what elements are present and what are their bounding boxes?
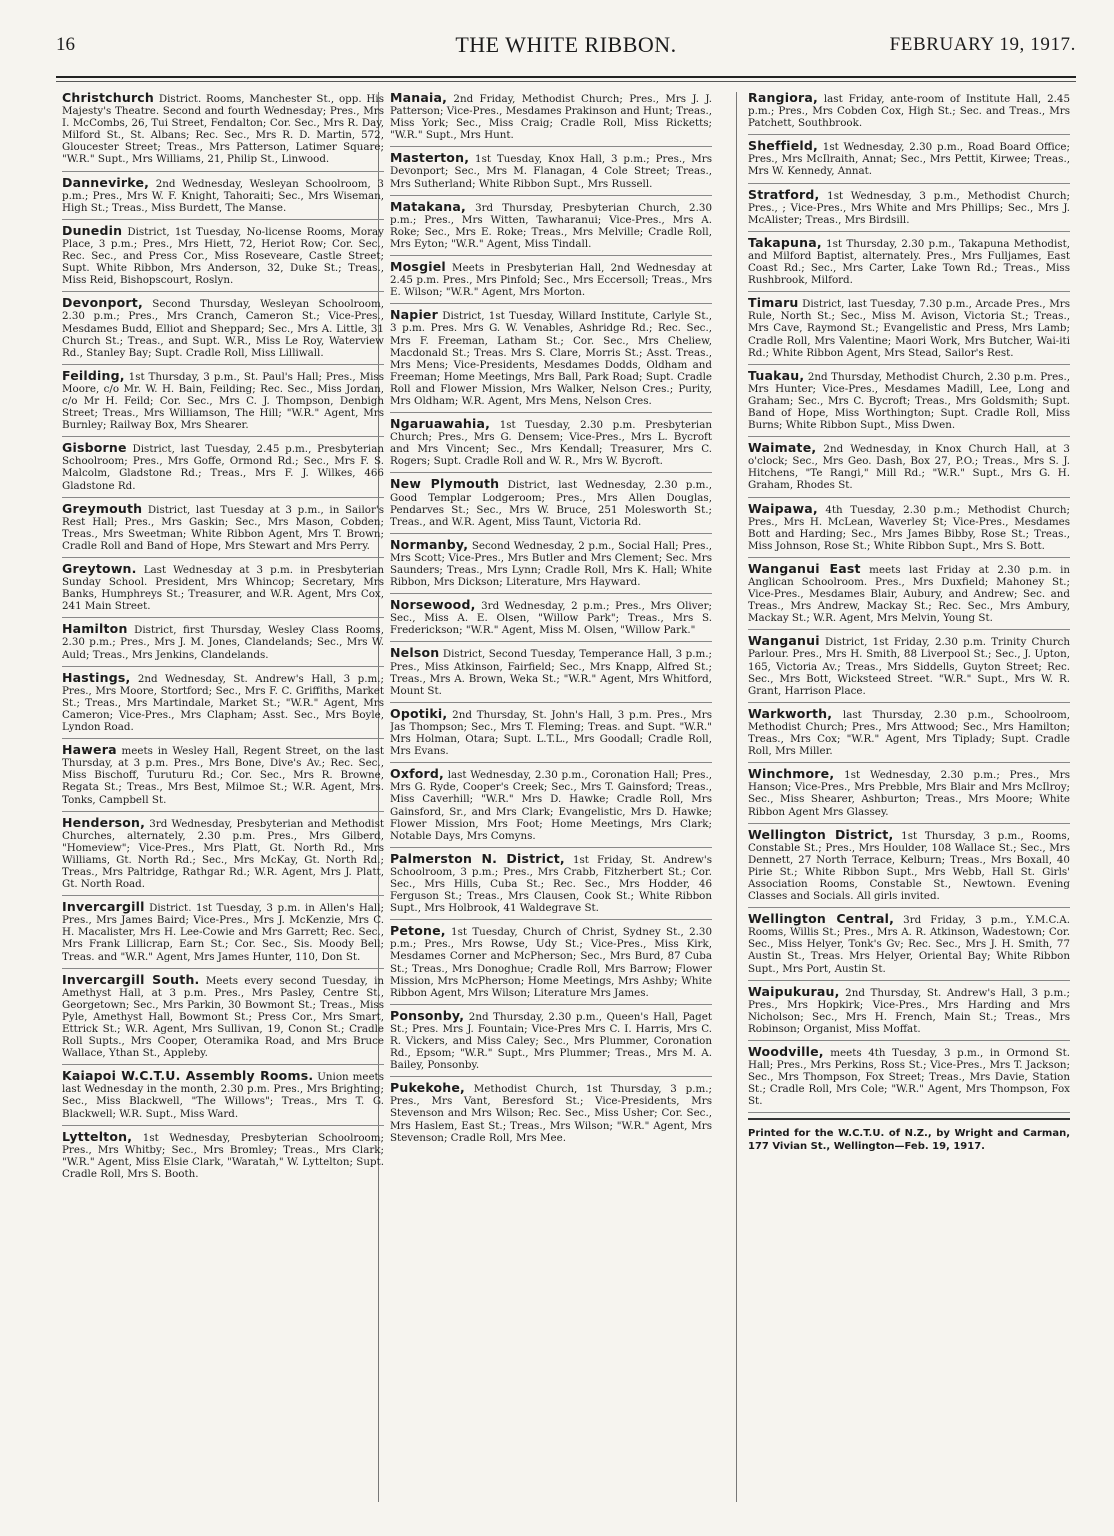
branch-details: District, last Tuesday, 7.30 p.m., Arcade Pres., Mrs Rule, North St.; Sec., Miss M. Avison, Victoria St.; Treas., Mrs Cave, Raymond St.; Evangelistic and Press, Mrs Lamb; Cradle Roll, Mrs Valentine; Maori Work, Mrs Butcher, Wai-iti Rd.; White Ribbon Agent, Mrs Stead, Sailor's Rest. <box>748 298 1070 359</box>
branch-name: Feilding, <box>62 367 125 383</box>
branch-details: 4th Tuesday, 2.30 p.m.; Methodist Church; Pres., Mrs H. McLean, Waverley St; Vice-Pres., Mesdames Bott and Harding; Sec., Mrs James Bibby, Rose St.; Treas., Miss Johnson, Rose St.; White Ribbon Supt., Mrs S. Bott. <box>748 503 1070 552</box>
branch-entry <box>62 563 384 618</box>
branch-details: 1st Thursday, 2.30 p.m., Takapuna Methodist, and Milford Baptist, alternately. Pres., Mrs Fulljames, East Coast Rd.; Sec., Mrs Carter, Lake Town Rd.; Treas., Miss Rushbrook, Milford. <box>748 237 1070 287</box>
branch-name: Mosgiel <box>390 259 446 275</box>
branch-details: District, last Tuesday at 3 p.m., in Sailor's Rest Hall; Pres., Mrs Gaskin; Sec., Mrs Mason, Cobden; Treas., Mrs Sweetman; White Ribbon Agent, Mrs T. Brown; Cradle Roll and Band of Hope, Mrs Stewart and Mrs Perry. <box>62 503 384 552</box>
branch-entry <box>62 971 384 1066</box>
branch-details: 2nd Wednesday, Wesleyan Schoolroom, 3 p.m.; Pres., Mrs W. F. Knight, Tahoraiti; Sec., Mrs Wiseman, High St.; Treas., Miss Burdett, The Manse. <box>62 177 384 214</box>
branch-entry <box>748 140 1070 183</box>
branch-details: meets 4th Tuesday, 3 p.m., in Ormond St. Hall; Pres., Mrs Perkins, Ross St.; Vice-Pres., Mrs T. Jackson; Sec., Mrs Thompson, Fox Street; Treas., Mrs Davie, Station St.; Cradle Roll, Mrs Cole; "W.R." Agent, Mrs Thompson, Fox St. <box>748 1047 1070 1108</box>
branch-entry <box>62 92 384 172</box>
branch-details: 2nd Thursday, 2.30 p.m., Queen's Hall, Paget St.; Pres. Mrs J. Fountain; Vice-Pres Mrs C. I. Harris, Mrs C. R. Vickers, and Miss Caley; Sec., Mrs Plummer, Coronation Rd., Epsom; "W.R." Supt., Mrs Plummer; Treas., Mrs M. A. Bailey, Ponsonby. <box>390 1010 712 1072</box>
branch-name: Wellington District, <box>748 826 894 842</box>
branch-name: Napier <box>390 307 438 323</box>
branch-name: Sheffield, <box>748 138 818 154</box>
branch-name: Opotiki, <box>390 705 448 721</box>
branch-entry <box>390 647 712 702</box>
branch-entry <box>748 826 1070 909</box>
branch-details: 1st Wednesday, 3 p.m., Methodist Church; Pres., ; Vice-Pres., Mrs White and Mrs Phillips; Sec., Mrs J. McAlister; Treas., Mrs Birdsill. <box>748 189 1070 226</box>
branch-entry <box>748 705 1070 763</box>
branch-entry <box>62 1070 384 1125</box>
branch-entry <box>62 744 384 811</box>
branch-name: Timaru <box>748 295 799 311</box>
branch-details: 3rd Friday, 3 p.m., Y.M.C.A. Rooms, Willis St.; Pres., Mrs A. R. Atkinson, Wadestown; Cor. Sec., Miss Helyer, Tonk's Gv; Rec. Sec., Mrs J. H. Smith, 77 Austin St., Treas. Mrs Helyer, Oriental Bay; White Ribbon Supt., Mrs Port, Austin St. <box>748 914 1070 975</box>
branch-name: Ngaruawahia, <box>390 416 491 432</box>
page-header <box>56 30 1076 70</box>
branch-details: 1st Tuesday, 2.30 p.m. Presbyterian Church; Pres., Mrs G. Densem; Vice-Pres., Mrs L. Bycroft and Mrs Vincent; Sec., Mrs Kendall; Treasurer, Mrs C. Rogers; Supt. Cradle Roll and W. R., Mrs W. Bycroft. <box>390 419 712 468</box>
branch-name: Kaiapoi W.C.T.U. Assembly Rooms. <box>62 1068 314 1084</box>
branch-name: Lyttelton, <box>62 1128 133 1144</box>
column-1 <box>62 92 384 1524</box>
branch-name: Nelson <box>390 645 440 661</box>
branch-details: District, Second Tuesday, Temperance Hall, 3 p.m.; Pres., Miss Atkinson, Fairfield; Sec., Mrs Knapp, Alfred St.; Treas., Mrs A. Brown, Weka St.; "W.R." Agent, Mrs Whitford, Mount St. <box>390 648 712 697</box>
branch-entry <box>748 442 1070 497</box>
branch-name: Takapuna, <box>748 234 822 250</box>
branch-entry <box>62 442 384 497</box>
branch-entry <box>390 925 712 1005</box>
branch-name: Tuakau, <box>748 367 805 383</box>
branch-entry <box>748 234 1070 292</box>
branch-name: Pukekohe, <box>390 1080 466 1096</box>
branch-name: Wellington Central, <box>748 911 895 927</box>
branch-name: Oxford, <box>390 766 444 782</box>
branch-details: 3rd Wednesday, 2 p.m.; Pres., Mrs Oliver; Sec., Miss A. E. Olsen, "Willow Park"; Treas., Mrs S. Frederickson; "W.R." Agent, Miss M. Olsen, "Willow Park." <box>390 600 712 637</box>
branch-name: Woodville, <box>748 1044 824 1059</box>
branch-name: Warkworth, <box>748 705 833 721</box>
branch-name: Hamilton <box>62 621 128 637</box>
branch-name: Devonport, <box>62 295 143 311</box>
branch-name: Hastings, <box>62 669 131 685</box>
branch-name: Masterton, <box>390 150 470 166</box>
branch-details: meets in Wesley Hall, Regent Street, on the last Thursday, at 3 p.m. Pres., Mrs Bone, Dive's Av.; Rec. Sec., Miss Bischoff, Turuturu Rd.; Cor. Sec., Mrs R. Browne, Regata St.; Treas., Mrs Best, Milmoe St.; W.R. Agent, Mrs. Tonks, Campbell St. <box>62 745 384 806</box>
branch-details: Meets every second Tuesday, in Amethyst Hall, at 3 p.m. Pres., Mrs Pasley, Centre St., Georgetown; Sec., Mrs Parkin, 30 Bowmont St.; Treas., Miss Pyle, Amethyst Hall, Bowmont St.; Press Cor., Mrs Smart, Ettrick St.; W.R. Agent, Mrs Sullivan, 19, Conon St.; Cradle Roll Supts., Mrs Cooper, Oteramika Road, and Mrs Bruce Wallace, Ythan St., Appleby. <box>62 974 384 1060</box>
branch-details: 1st Friday, St. Andrew's Schoolroom, 3 p.m.; Pres., Mrs Crabb, Fitzherbert St.; Cor. Sec., Mrs Hills, Cuba St.; Rec. Sec., Mrs Hodder, 46 Ferguson St.; Treas., Mrs Clausen, Cook St.; White Ribbon Supt., Mrs Holbrook, 41 Waldegrave St. <box>390 853 712 915</box>
branch-entry <box>62 500 384 558</box>
branch-entry <box>748 500 1070 558</box>
branch-name: Rangiora, <box>748 92 818 105</box>
printer-imprint: Printed for the W.C.T.U. of N.Z., by Wright and Carman, 177 Vivian St., Wellington—Feb. 19, 1917. <box>748 1118 1070 1153</box>
branch-name: Dunedin <box>62 222 123 238</box>
branch-name: Wanganui <box>748 633 820 649</box>
branch-name: Waimate, <box>748 440 817 456</box>
branch-entry <box>390 536 712 594</box>
column-3 <box>748 92 1070 1524</box>
branch-details: 1st Tuesday, Knox Hall, 3 p.m.; Pres., Mrs Devonport; Sec., Mrs M. Flanagan, 4 Cole Street; Treas., Mrs Sutherland; White Ribbon Supt., Mrs Russell. <box>390 153 712 190</box>
branch-entry <box>390 599 712 642</box>
branch-details: 2nd Thursday, St. John's Hall, 3 p.m. Pres., Mrs Jas Thompson; Sec., Mrs T. Fleming; Treas. and Supt. "W.R." Mrs Holman, Otara; Supt. L.T.L., Mrs Goodall; Cradle Roll, Mrs Evans. <box>390 708 712 758</box>
branch-name: Hawera <box>62 742 117 758</box>
branch-entry <box>62 623 384 666</box>
branch-details: 2nd Wednesday, St. Andrew's Hall, 3 p.m.; Pres., Mrs Moore, Stortford; Sec., Mrs F. C. Griffiths, Market St.; Treas., Mrs Martindale, Market St.; "W.R." Agent, Mrs Cameron; Vice-Pres., Mrs Clapham; Asst. Sec., Mrs Boyle, Lyndon Road. <box>62 672 384 734</box>
branch-name: New Plymouth <box>390 476 500 492</box>
branch-entry <box>62 901 384 968</box>
branch-details: Methodist Church, 1st Thursday, 3 p.m.; Pres., Mrs Vant, Beresford St.; Vice-Presidents, Mrs Stevenson and Mrs Wilson; Rec. Sec., Miss Usher; Cor. Sec., Mrs Haslem, East St.; Treas., Mrs Wilson; "W.R." Agent, Mrs Stevenson; Cradle Roll, Mrs Mee. <box>390 1083 712 1144</box>
issue-date: FEBRUARY 19, 1917. <box>889 34 1076 55</box>
branch-details: District, last Tuesday, 2.45 p.m., Presbyterian Schoolroom; Pres., Mrs Goffe, Ormond Rd.; Sec., Mrs F. S. Malcolm, Gladstone Rd.; Treas., Mrs F. J. Wilkes, 466 Gladstone Rd. <box>62 443 384 492</box>
branch-name: Invercargill <box>62 899 145 915</box>
branch-details: 2nd Wednesday, in Knox Church Hall, at 3 o'clock; Sec., Mrs Geo. Dash, Box 27, P.O.; Treas., Mrs S. J. Hitchens, "Te Rangi," Mill Rd.; "W.R." Supt., Mrs G. H. Graham, Rhodes St. <box>748 443 1070 492</box>
branch-name: Winchmore, <box>748 766 835 782</box>
branch-entry <box>748 983 1070 1041</box>
branch-entry <box>62 814 384 897</box>
branch-name: Stratford, <box>748 186 820 202</box>
branch-name: Invercargill South. <box>62 971 200 987</box>
branch-entry <box>748 635 1070 702</box>
branch-name: Wanganui East <box>748 560 861 576</box>
branch-entry <box>390 152 712 195</box>
branch-details: District, 1st Friday, 2.30 p.m. Trinity Church Parlour. Pres., Mrs H. Smith, 88 Liverpool St.; Sec., J. Upton, 165, Victoria Av.; Treas., Mrs Siddells, Guyton Street; Rec. Sec., Mrs Bott, Wicksteed Street. "W.R." Supt., Mrs W. R. Grant, Harrison Place. <box>748 636 1070 697</box>
branch-entry <box>390 92 712 147</box>
branch-entry <box>390 261 712 304</box>
branch-name: Greymouth <box>62 500 143 516</box>
branch-name: Normanby, <box>390 536 469 552</box>
branch-details: 1st Wednesday, 2.30 p.m., Road Board Office; Pres., Mrs McIlraith, Annat; Sec., Mrs Pettit, Kirwee; Treas., Mrs W. Kennedy, Annat. <box>748 141 1070 178</box>
branch-entry <box>62 297 384 364</box>
branch-details: District, 1st Tuesday, No-license Rooms, Moray Place, 3 p.m.; Pres., Mrs Hiett, 72, Heriot Row; Cor. Sec., Rec. Sec., and Press Cor., Miss Roseveare, Castle Street; Supt. White Ribbon, Mrs Anderson, 32, Duke St.; Treas., Miss Reid, Bishopscourt, Roslyn. <box>62 225 384 287</box>
branch-entry <box>748 92 1070 135</box>
branch-details: District. 1st Tuesday, 3 p.m. in Allen's Hall; Pres., Mrs James Baird; Vice-Pres., Mrs J. McKenzie, Mrs C. H. Macalister, Mrs H. Lee-Cowie and Mrs Garrett; Rec. Sec., Mrs Frank Lillicrap, Earn St.; Cor. Sec., Sis. Moody Bell; Treas. and "W.R." Agent, Mrs James Hunter, 110, Don St. <box>62 902 384 963</box>
branch-entry <box>390 1007 712 1077</box>
branch-details: 1st Wednesday, 2.30 p.m.; Pres., Mrs Hanson; Vice-Pres., Mrs Prebble, Mrs Blair and Mrs McIlroy; Sec., Miss Shearer, Ashburton; Treas., Mrs Moore; White Ribbon Agent Mrs Glassey. <box>748 769 1070 818</box>
branch-details: 1st Wednesday, Presbyterian Schoolroom; Pres., Mrs Whitby; Sec., Mrs Bromley; Treas., Mrs Clark; "W.R." Agent, Miss Elsie Clark, "Waratah," W. Lyttelton; Supt. Cradle Roll, Mrs S. Booth. <box>62 1131 384 1180</box>
branch-entry <box>390 1082 712 1148</box>
branch-entry <box>748 297 1070 364</box>
branch-name: Greytown. <box>62 561 137 576</box>
branch-entry <box>390 478 712 533</box>
branch-entry <box>62 1128 384 1185</box>
publication-title: THE WHITE RIBBON. <box>455 32 677 57</box>
branch-entry <box>390 198 712 256</box>
branch-details: District, first Thursday, Wesley Class Rooms, 2.30 p.m.; Pres., Mrs J. M. Jones, Clandelands; Sec., Mrs W. Auld; Treas., Mrs Jenkins, Clandelands. <box>62 624 384 661</box>
branch-entry <box>748 186 1070 232</box>
branch-entry <box>748 367 1070 437</box>
branch-details: last Wednesday, 2.30 p.m., Coronation Hall; Pres., Mrs G. Ryde, Cooper's Creek; Sec., Mrs T. Gainsford; Treas., Miss Caverhill; "W.R." Mrs D. Hawke; Cradle Roll, Mrs Gainsford, Sr., and Mrs Clark; Evangelistic, Mrs D. Hawke; Flower Mission, Mrs Foot; Home Meetings, Mrs Clark; Notable Days, Mrs Comyns. <box>390 769 712 842</box>
column-2 <box>390 92 712 1524</box>
branch-entry <box>390 705 712 763</box>
branch-entry <box>390 768 712 848</box>
branch-name: Christchurch <box>62 92 155 105</box>
branch-details: 1st Thursday, 3 p.m., St. Paul's Hall; Pres., Miss Moore, c/o Mr. W. H. Bain, Feilding; Rec. Sec., Miss Jordan, c/o Mr H. Feild; Cor. Sec., Mrs C. J. Thompson, Denbigh Street; Treas., Mrs Williamson, The Hill; "W.R." Agent, Mrs Burnley; Railway Box, Mrs Shearer. <box>62 370 384 432</box>
branch-details: Meets in Presbyterian Hall, 2nd Wednesday at 2.45 p.m. Pres., Mrs Pinfold; Sec., Mrs Eccersoll; Treas., Mrs E. Wilson; "W.R." Agent, Mrs Morton. <box>390 262 712 299</box>
branch-details: Second Thursday, Wesleyan Schoolroom, 2.30 p.m.; Pres., Mrs Cranch, Cameron St.; Vice-Pres., Mesdames Budd, Elliot and Sheppard; Sec., Mrs A. Little, 31 Church St.; Treas., and Supt. W.R., Miss Le Roy, Waterview Rd., Stanley Bay; Supt. Cradle Roll, Miss Lilliwall. <box>62 298 384 359</box>
branch-entry <box>390 418 712 473</box>
branch-details: 2nd Friday, Methodist Church; Pres., Mrs J. J. Patterson; Vice-Pres., Mesdames Prakinson and Hunt; Treas., Miss York; Sec., Miss Craig; Cradle Roll, Miss Ricketts; "W.R." Supt., Mrs Hunt. <box>390 93 712 142</box>
branch-details: 3rd Thursday, Presbyterian Church, 2.30 p.m.; Pres., Mrs Witten, Tawharanui; Vice-Pres., Mrs A. Roke; Sec., Mrs E. Roke; Treas., Mrs Melville; Cradle Roll, Mrs Eyton; "W.R." Agent, Miss Tindall. <box>390 201 712 250</box>
branch-details: Last Wednesday at 3 p.m. in Presbyterian Sunday School. President, Mrs Whincop; Secretary, Mrs Banks, Humphreys St.; Treasurer, and W.R. Agent, Mrs Cox, 241 Main Street. <box>62 564 384 613</box>
branch-entry <box>390 850 712 920</box>
branch-entry <box>62 174 384 220</box>
branch-details: meets last Friday at 2.30 p.m. in Anglican Schoolroom. Pres., Mrs Duxfield; Mahoney St.; Vice-Pres., Mesdames Blair, Aubury, and Andrew; Sec. and Treas., Mrs Andrew, Mackay St.; Rec. Sec., Mrs Ambury, Mackay St.; W.R. Agent, Mrs Melvin, Young St. <box>748 563 1070 625</box>
branch-name: Matakana, <box>390 198 466 214</box>
branch-entry <box>62 222 384 292</box>
header-rule <box>56 76 1076 78</box>
branch-details: District, last Wednesday, 2.30 p.m., Good Templar Lodgeroom; Pres., Mrs Allen Douglas, Pendarves St.; Sec., Mrs W. Bruce, 251 Molesworth St.; Treas., and W.R. Agent, Miss Taunt, Victoria Rd. <box>390 479 712 528</box>
branch-name: Gisborne <box>62 440 127 456</box>
header-rule-thin <box>56 81 1076 82</box>
branch-details: 1st Tuesday, Church of Christ, Sydney St., 2.30 p.m.; Pres., Mrs Rowse, Udy St.; Vice-Pres., Miss Kirk, Mesdames Corner and McPherson; Sec., Mrs Burd, 87 Cuba St.; Treas., Mrs Donoghue; Cradle Roll, Mrs Barrow; Flower Mission, Mrs McPherson; Home Meetings, Mrs Ashby; White Ribbon Agent, Mrs Wilson; Literature Mrs James. <box>390 926 712 999</box>
branch-name: Waipukurau, <box>748 983 840 999</box>
page-number: 16 <box>56 34 75 55</box>
branch-name: Ponsonby, <box>390 1007 465 1023</box>
branch-entry <box>62 367 384 437</box>
branch-name: Manaia, <box>390 92 448 105</box>
branch-details: last Thursday, 2.30 p.m., Schoolroom, Methodist Church; Pres., Mrs Attwood; Sec., Mrs Hamilton; Treas., Mrs Cox; "W.R." Agent, Mrs Tiplady; Supt. Cradle Roll, Mrs Miller. <box>748 708 1070 758</box>
branch-entry <box>748 560 1070 630</box>
branch-details: 2nd Thursday, Methodist Church, 2.30 p.m. Pres., Mrs Hunter; Vice-Pres., Mesdames Madill, Lee, Long and Graham; Sec., Mrs C. Bycroft; Treas., Mrs Goldsmith; Supt. Band of Hope, Miss Worthington; Supt. Cradle Roll, Miss Burns; White Ribbon Supt., Miss Dwen. <box>748 370 1070 432</box>
branch-name: Petone, <box>390 923 446 939</box>
branch-details: 3rd Wednesday, Presbyterian and Methodist Churches, alternately, 2.30 p.m. Pres., Mrs Gilberd, "Homeview"; Vice-Pres., Mrs Platt, Gt. North Rd., Mrs Williams, Gt. North Rd.; Sec., Mrs McKay, Gt. North Rd.; Treas., Mrs Paltridge, Rathgar Rd.; W.R. Agent, Mrs J. Platt, Gt. North Road. <box>62 817 384 891</box>
branch-details: last Friday, ante-room of Institute Hall, 2.45 p.m.; Pres., Mrs Cobden Cox, High St.; Sec. and Treas., Mrs Patchett, Southbrook. <box>748 93 1070 130</box>
branch-details: Second Wednesday, 2 p.m., Social Hall; Pres., Mrs Scott; Vice-Pres., Mrs Butler and Mrs Clement; Sec. Mrs Saunders; Treas., Mrs Lynn; Cradle Roll, Mrs K. Hall; White Ribbon, Mrs Dickson; Literature, Mrs Hayward. <box>390 539 712 589</box>
branch-details: District, 1st Tuesday, Willard Institute, Carlyle St., 3 p.m. Pres. Mrs G. W. Venables, Ashridge Rd.; Rec. Sec., Mrs F. Freeman, Latham St.; Cor. Sec., Mrs Cheliew, Macdonald St.; Treas. Mrs S. Clare, Morris St.; Asst. Treas., Mrs Mens; Vice-Presidents, Mesdames Dodds, Oldham and Freeman; Home Meetings, Mrs Ball, Park Road; Supt. Cradle Roll and Flower Mission, Mrs Walker, Nelson Cres.; Purity, Mrs Oldham; W.R. Agent, Mrs Mens, Nelson Cres. <box>390 310 712 407</box>
branch-details: Union meets last Wednesday in the month, 2.30 p.m. Pres., Mrs Brighting; Sec., Miss Blackwell, "The Willows"; Treas., Mrs T. G. Blackwell; W.R. Supt., Miss Ward. <box>62 1071 384 1120</box>
branch-entry <box>390 309 712 413</box>
branch-entry <box>748 1046 1070 1113</box>
branch-name: Norsewood, <box>390 597 476 613</box>
branch-entry <box>748 768 1070 823</box>
branch-details: District. Rooms, Manchester St., opp. His Majesty's Theatre. Second and fourth Wednesday; Pres., Mrs I. McCombs, 26, Tui Street, Fendalton; Cor. Sec., Mrs R. Day, Milford St., St. Albans; Rec. Sec., Mrs R. D. Martin, 572, Gloucester Street; Treas., Mrs Patterson, Latimer Square; "W.R." Supt., Mrs Williams, 21, Philip St., Linwood. <box>62 93 384 166</box>
branch-name: Waipawa, <box>748 500 818 516</box>
column-divider <box>736 92 737 1502</box>
branch-details: 2nd Thursday, St. Andrew's Hall, 3 p.m.; Pres., Mrs Hopkirk; Vice-Pres., Mrs Harding and Mrs Nicholson; Sec., Mrs H. French, Main St.; Treas., Mrs Robinson; Organist, Miss Moffat. <box>748 986 1070 1035</box>
branch-name: Henderson, <box>62 814 146 830</box>
branch-entry <box>62 669 384 739</box>
branch-name: Dannevirke, <box>62 174 150 190</box>
branch-details: 1st Thursday, 3 p.m., Rooms, Constable St.; Pres., Mrs Houlder, 108 Wallace St.; Sec., Mrs Dennett, 27 North Terrace, Kelburn; Treas., Mrs Boxall, 40 Pirie St.; White Ribbon Supt., Mrs Webb, Hall St. Girls' Association Rooms, Constable St., Newtown. Evening Classes and Socials. All girls invited. <box>748 829 1070 903</box>
branch-entry <box>748 913 1070 980</box>
branch-name: Palmerston N. District, <box>390 850 565 866</box>
